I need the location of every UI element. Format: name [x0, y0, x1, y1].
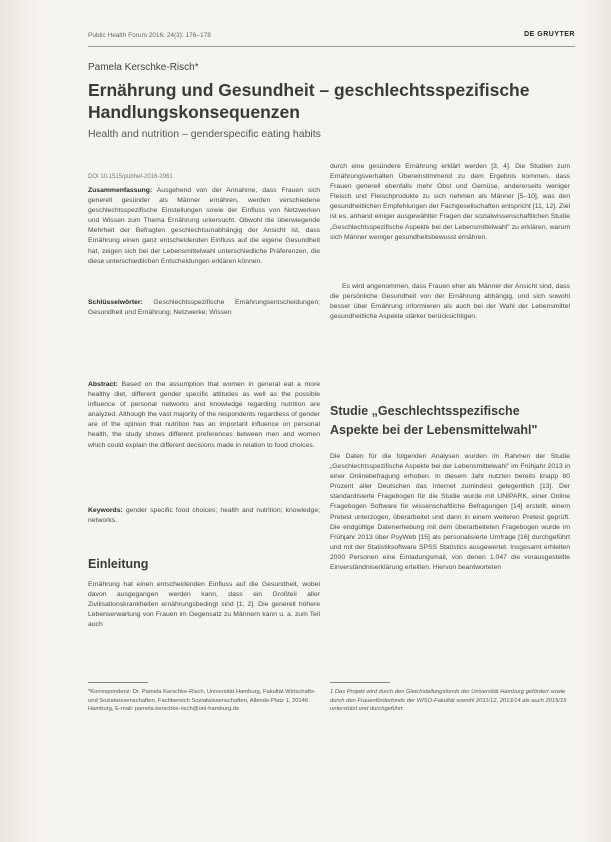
article-title: Ernährung und Gesundheit – geschlechtsspezifische Handlungskonsequenzen [88, 80, 530, 122]
studie-heading: Studie „Geschlechtsspezifische Aspekte bei der Lebensmittelwahl" [330, 404, 538, 437]
footnote-divider-left [88, 682, 148, 683]
keywords-label: Keywords: [88, 507, 123, 514]
right-paragraph-2-text: Es wird angenommen, dass Frauen eher als Männer der Ansicht sind, dass die persönliche Gesundheit von der Ernährung abhängig, und sich sowohl besser über Ernährung informieren als auch bei der Wahl der Lebensmittel gesundheitliche Aspekte stärker berücksichtigen. [330, 283, 570, 321]
header-divider [88, 46, 575, 47]
keywords-paragraph [88, 506, 320, 526]
einleitung-text: Ernährung hat einen entscheidenden Einfluss auf die Gesundheit, wobei davon ausgegangen werden kann, dass ein Großteil aller Zivilisationskrankheiten ernährungsbedingt sind [1, 2]. Die generell höhere Lebenserwartung von Frauen im Gegensatz zu Männern kann u. a. zum Teil auch [88, 581, 320, 629]
abstract-paragraph [88, 380, 320, 451]
running-header [88, 30, 575, 44]
article-subtitle: Health and nutrition – genderspecific eating habits [88, 128, 321, 140]
schluesselwoerter-paragraph [88, 298, 320, 318]
keywords-text: gender specific food choices; health and nutrition; knowledge; networks. [88, 507, 320, 525]
abstract-text: Based on the assumption that women in general eat a more healthy diet, different gender specific attitudes as well as the possible influence of personal networks and knowledge regarding nutrition are analyzed. Although the vast majority of the respondents regardless of gender are of the opinion that nutrition has an important influence on personal health, the study shows different preferences between men and women which could explain the different decisions made in relation to food choices. [88, 381, 320, 449]
zusammenfassung-paragraph [88, 186, 320, 267]
right-paragraph-3: Die Daten für die folgenden Analysen wurden im Rahmen der Studie „Geschlechtsspezifische Aspekte bei der Lebensmittelwahl" im Frühjahr 2013 in einer Onlinebefragung erhoben. In diesem Jahr nutzten bereits knapp 80 Prozent aller Deutschen das Internet zumindest gelegentlich [13]. Der standardisierte Fragebogen für die Studie wurde mit UNIPARK, einer Online Fragebogen Software für wissenschaftliche Befragungen [14] erstellt, einem Pretest unterzogen, überarbeitet und dann in einem weiteren Pretest geprüft. Die endgültige Datenerhebung mit dem überarbeiteten Fragebogen wurde im Frühjahr 2013 über PsyWeb [15] als personalisierte Umfrage [16] durchgeführt und mit der Statistiksoftware SPSS Statistics ausgewertet. Insgesamt erhielten 2000 Personen eine Einladungsmail, von denen 1.047 die vorausgestellte Einverständniserklärung erteilten. Hiervon beantworteten [330, 453, 570, 572]
right-paragraph-1: durch eine gesündere Ernährung erklärt werden [3, 4]. Die Studien zum Ernährungsverhalten Übereinstimmend zu dem Ergebnis kommen, dass Frauen generell ebenfalls mehr Obst und Gemüse, andererseits weniger Fleisch und Fleischprodukte zu sich nehmen als Männer [5–10], was den gesundheitlichen Empfehlungen der Fachgesellschaften entspricht [11, 12]. Ziel ist es, anhand einiger ausgewählter Fragen der sozialwissenschaftlichen Studie „Geschlechtsspezifische Aspekte bei der Lebensmittelwahl" zu erklären, warum sich Männer weniger gesundheitsbewusst ernähren. [330, 163, 570, 241]
zusammenfassung-text: Ausgehend von der Annahme, dass Frauen sich generell gesünder als Männer ernähren, werden verschiedene geschlechtsspezifische Einstellungen sowie der Einfluss von Netzwerken und Wissen zum Thema Ernährung untersucht. Obwohl die überwiegende Mehrheit der Befragten geschlechtsunabhängig der Ansicht ist, dass Ernährung einen ganz entscheidenden Einfluss auf die eigene Gesundheit hat, zeigen sich bei der Lebensmittelwahl unterschiedliche Präferenzen, die diese unterschiedlichen Entscheidungen erklären können. [88, 187, 320, 265]
schluesselwoerter-label: Schlüsselwörter: [88, 299, 143, 306]
publisher-logo: DE GRUYTER [524, 31, 575, 38]
doi: DOI 10.1515/pubhef-2016-2061 [88, 174, 173, 180]
funding-footnote: 1 Das Projekt wird durch den Gleichstellungsfonds der Universität Hamburg gefördert sowie durch den Frauenförderfonds der WISO-Fakultät sowohl 2011/12, 2013/14 als auch 2015/16 unterstützt und durchgeführt. [330, 689, 567, 713]
einleitung-heading: Einleitung [88, 557, 149, 571]
zusammenfassung-label: Zusammenfassung: [88, 187, 153, 194]
schluesselwoerter-text: Geschlechtsspezifische Ernährungsentscheidungen; Gesundheit und Ernährung; Netzwerke; Wissen [88, 299, 321, 317]
right-paragraph-2 [330, 282, 570, 322]
author-name: Pamela Kerschke-Risch* [88, 62, 199, 73]
footnote-divider-right [330, 682, 390, 683]
correspondence-footnote: *Korrespondenz: Dr. Pamela Kerschke-Risch, Universität Hamburg, Fakultät Wirtschafts- und Sozialwissenschaften, Fachbereich Sozialwissenschaften, Allende-Platz 1, 20146 Hamburg, E-mail: pamela.kerschke-risch@uni-hamburg.de [88, 689, 316, 713]
abstract-label: Abstract: [88, 381, 118, 388]
journal-citation: Public Health Forum 2016; 24(3): 176–178 [88, 32, 211, 39]
